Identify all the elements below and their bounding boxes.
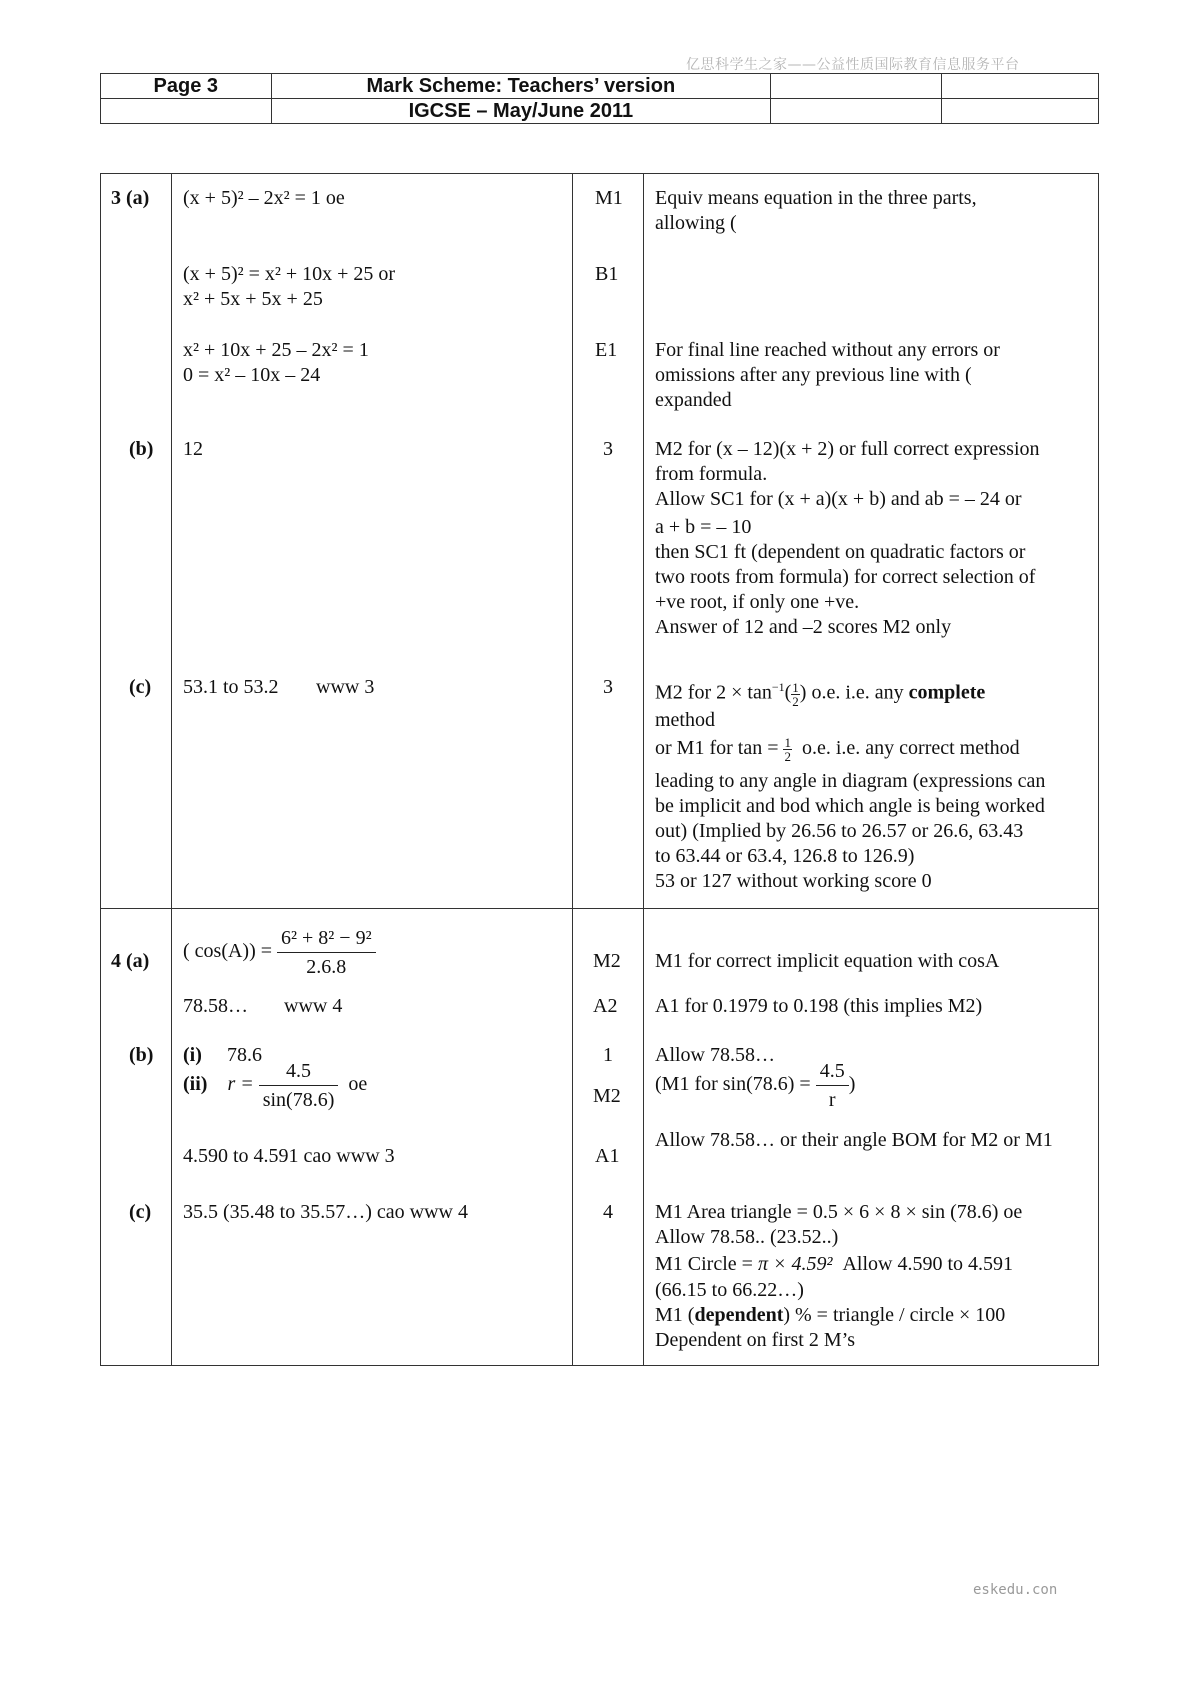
q3-a3-note: expanded [655,389,732,411]
header-blank-cell [101,99,272,124]
header-table [100,73,1099,124]
q4-labels [101,909,171,1365]
q4-a2-www: www 4 [284,995,343,1017]
q3-c-mark: 3 [603,676,613,698]
q4-c-label: (c) [129,1201,152,1223]
q4-a2-note: A1 for 0.1979 to 0.198 (this implies M2) [655,995,983,1017]
q3-a2-answer: (x + 5)² = x² + 10x + 25 or [183,263,396,285]
q3-a3-note: For final line reached without any errors or [655,339,1000,361]
q3-b-note: a + b = – 10 [655,516,752,538]
q4-c-mark: 4 [603,1201,613,1223]
mark-scheme-table [100,173,1099,1366]
q4-a1-note: M1 for correct implicit equation with cosA [655,950,1000,972]
q4-c-note: M1 Area triangle = 0.5 × 6 × 8 × sin (78.6) oe [655,1201,1023,1223]
header-blank-cell [941,74,1098,99]
q4-bii-mark: M2 [593,1085,621,1107]
q3-b-note: M2 for (x – 12)(x + 2) or full correct expression [655,438,1040,460]
q4-bii-answer: (ii) r = $\frac{4.5}{\sin(78.6)}$ oe [183,1057,367,1114]
q3-c-note: be implicit and bod which angle is being worked [655,795,1045,817]
q4-a-label: 4 (a) [111,950,150,972]
q3-b-answer: 12 [183,438,203,460]
q3-c-note: leading to any angle in diagram (expressions can [655,770,1046,792]
q4-bi-note: Allow 78.58… [655,1044,775,1066]
header-blank-cell [941,99,1098,124]
q3-b-note: +ve root, if only one +ve. [655,591,860,613]
q3-c-note: to 63.44 or 63.4, 126.8 to 126.9) [655,845,915,867]
q4-marks [573,909,643,1365]
q4-bi-answer: 78.6 [227,1044,262,1066]
q4-bi-label: (i) [183,1044,202,1066]
watermark: 亿思科学生之家——公益性质国际教育信息服务平台 [686,57,1020,73]
q3-a2-mark: B1 [595,263,619,285]
exam-session: IGCSE – May/June 2011 [271,99,771,124]
q4-c-note: (66.15 to 66.22…) [655,1279,804,1301]
q4-a1-mark: M2 [593,950,621,972]
q3-a1-note: Equiv means equation in the three parts, [655,187,977,209]
q4-b3-mark: A1 [595,1145,620,1167]
header-blank-cell [771,74,941,99]
q3-b-note: two roots from formula) for correct selection of [655,566,1036,588]
q3-c-www: www 3 [316,676,375,698]
q4-bii-note: (M1 for sin(78.6) = $\frac{4.5}{r}$ ) [655,1057,855,1114]
q3-b-mark: 3 [603,438,613,460]
q4-b-label: (b) [129,1044,154,1066]
q3-marks [573,174,643,908]
q3-b-label: (b) [129,438,154,460]
q3-c-label: (c) [129,676,152,698]
q4-answers [172,909,572,1365]
q4-b3-answer: 4.590 to 4.591 cao www 3 [183,1145,395,1167]
q3-c-answer: 53.1 to 53.2 [183,676,279,698]
q3-a3-note: omissions after any previous line with ( [655,364,972,386]
q3-b-note: Allow SC1 for (x + a)(x + b) and ab = – 24 or [655,488,1022,510]
q3-c-note: 53 or 127 without working score 0 [655,870,932,892]
q4-c-note: Dependent on first 2 M’s [655,1329,855,1351]
question-3-row [101,174,1099,909]
q3-answers [172,174,572,908]
q4-notes [644,909,1098,1365]
q3-a1-note: allowing ( [655,212,737,234]
q3-b-note: from formula. [655,463,768,485]
q3-c-note: or M1 for tan = $\frac{1}{2}$ o.e. i.e. any correct method [655,735,1020,764]
q3-labels [101,174,171,908]
q4-a2-mark: A2 [593,995,618,1017]
page-number: Page 3 [101,74,272,99]
q3-notes [644,174,1098,908]
q3-c-note: out) (Implied by 26.56 to 26.57 or 26.6, 63.43 [655,820,1024,842]
document-title: Mark Scheme: Teachers’ version [271,74,771,99]
q4-c-note: Allow 78.58.. (23.52..) [655,1226,839,1248]
q3-a1-mark: M1 [595,187,623,209]
header-blank-cell [771,99,941,124]
q3-c-note: method [655,709,715,731]
q4-c-note: M1 Circle = π × 4.59² Allow 4.590 to 4.591 [655,1253,1014,1275]
q4-bi-mark: 1 [603,1044,613,1066]
q4-c-answer: 35.5 (35.48 to 35.57…) cao www 4 [183,1201,468,1223]
question-4-row [101,909,1099,1366]
q3-a-label: 3 (a) [111,187,150,209]
q3-a3-answer: x² + 10x + 25 – 2x² = 1 [183,339,369,361]
q3-c-note: M2 for $2 \times \tan^{-1}$( $\frac{1}{2}$ ) o.e. i.e. any complete [655,679,986,709]
q4-bii-note: Allow 78.58… or their angle BOM for M2 or M1 [655,1129,1053,1151]
q4-a2-answer: 78.58… [183,995,248,1017]
q3-a3-mark: E1 [595,339,618,361]
q4-c-note: M1 (dependent) % = triangle / circle × 100 [655,1304,1006,1326]
q4-a1-answer: ( cos(A)) = $\frac{\text{6² + 8² − 9²}}{2.6.8}$ [183,924,376,981]
footer-site: eskedu.con [973,1582,1058,1598]
q3-a3-answer: 0 = x² – 10x – 24 [183,364,321,386]
q3-a1-answer: (x + 5)² – 2x² = 1 oe [183,187,345,209]
q3-b-note: Answer of 12 and –2 scores M2 only [655,616,952,638]
q3-b-note: then SC1 ft (dependent on quadratic factors or [655,541,1026,563]
q3-a2-answer: x² + 5x + 5x + 25 [183,288,323,310]
